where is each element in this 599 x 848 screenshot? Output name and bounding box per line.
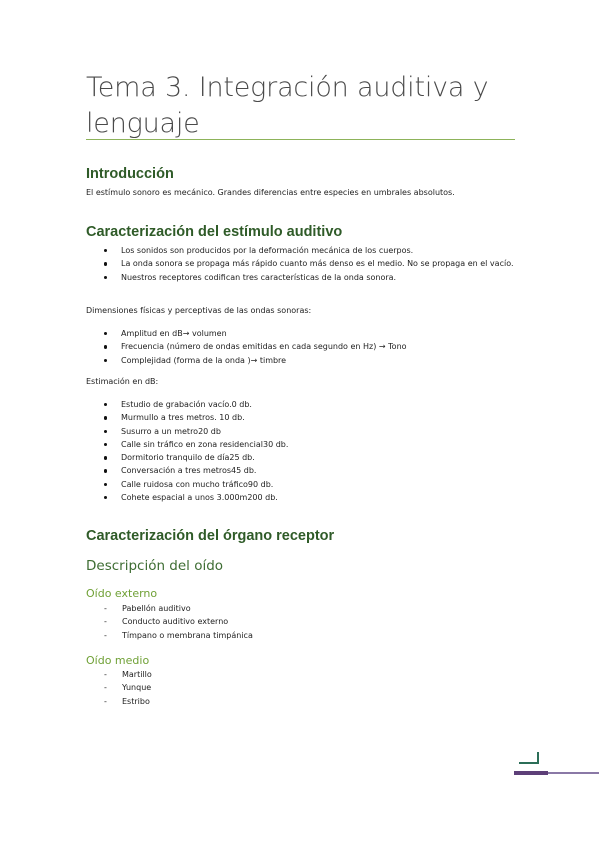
dimensiones-label: Dimensiones físicas y perceptivas de las ondas sonoras: [86,306,312,315]
oido-medio-list [104,668,152,708]
list-item: Complejidad (forma de la onda )→ timbre [104,354,504,367]
heading-descripcion-oido: Descripción del oído [86,558,224,574]
intro-paragraph: El estímulo sonoro es mecánico. Grandes diferencias entre especies en umbrales absolutos. [86,188,455,197]
list-item: Murmullo a tres metros. 10 db. [104,411,504,424]
list-item: Calle ruidosa con mucho tráfico90 db. [104,478,504,491]
list-item: Amplitud en dB→ volumen [104,327,504,340]
list-item: La onda sonora se propaga más rápido cuanto más denso es el medio. No se propaga en el vacío. [104,257,514,270]
list-item: - Yunque [104,681,152,694]
list-item: - Martillo [104,668,152,681]
list-item: Estudio de grabación vacío.0 db. [104,398,504,411]
heading-oido-medio: Oído medio [86,654,150,667]
estimacion-list [104,398,504,504]
estimacion-label: Estimación en dB: [86,377,159,386]
list-item: Calle sin tráfico en zona residencial30 db. [104,438,504,451]
oido-externo-list [104,602,253,642]
list-item: Frecuencia (número de ondas emitidas en cada segundo en Hz) → Tono [104,340,504,353]
estimulo-bullet-list [104,244,514,284]
list-item: - Estribo [104,695,152,708]
dimensiones-list [104,327,504,367]
list-item: Susurro a un metro20 db [104,425,504,438]
page-corner-mark [519,752,539,764]
list-item: Cohete espacial a unos 3.000m200 db. [104,491,504,504]
heading-oido-externo: Oído externo [86,587,158,600]
footer-accent-bar [514,771,548,775]
list-item: - Conducto auditivo externo [104,615,253,628]
list-item: - Tímpano o membrana timpánica [104,629,253,642]
list-item: Conversación a tres metros45 db. [104,464,504,477]
page-title: Tema 3. Integración auditiva y lenguaje [86,72,489,139]
heading-estimulo-auditivo: Caracterización del estímulo auditivo [86,224,343,240]
title-underline [86,139,515,140]
heading-introduccion: Introducción [86,166,174,182]
list-item: Los sonidos son producidos por la deformación mecánica de los cuerpos. [104,244,514,257]
list-item: Dormitorio tranquilo de día25 db. [104,451,504,464]
list-item: - Pabellón auditivo [104,602,253,615]
heading-organo-receptor: Caracterización del órgano receptor [86,528,335,544]
list-item: Nuestros receptores codifican tres características de la onda sonora. [104,271,514,284]
